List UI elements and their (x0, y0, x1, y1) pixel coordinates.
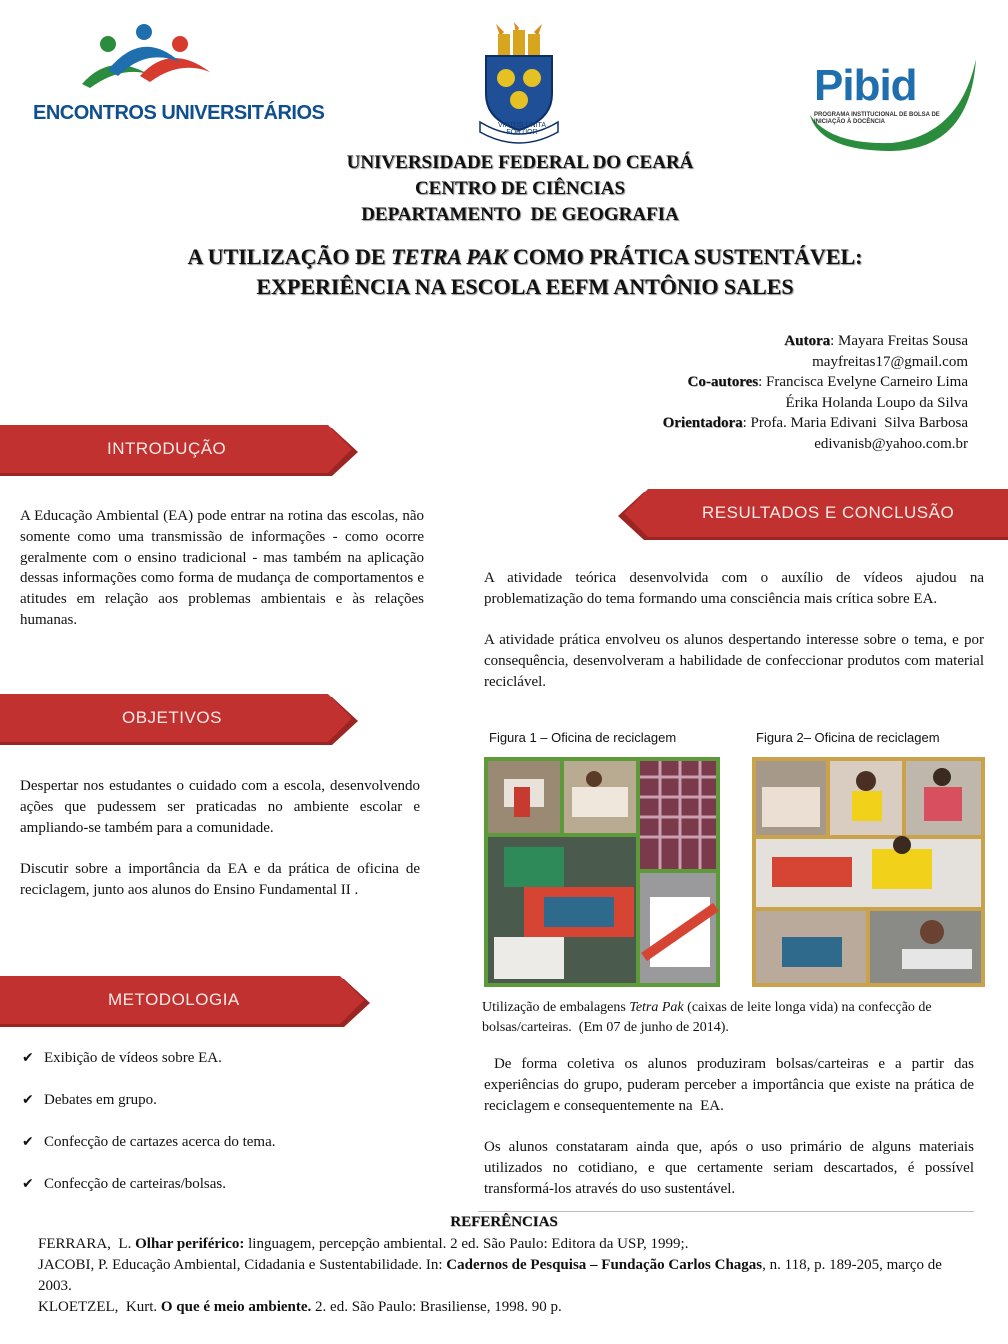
encontros-universitarios-logo (30, 22, 325, 132)
list-item (22, 1131, 422, 1173)
ref2-source: Cadernos de Pesquisa – Fundação Carlos Chagas (446, 1257, 763, 1273)
ref3-author: KLOETZEL, Kurt. (38, 1299, 161, 1315)
reference-3 (38, 1297, 968, 1318)
reference-2 (38, 1255, 968, 1297)
ref2-details: , n. 118, p. 189-205, março de 2003. (38, 1257, 942, 1294)
coautores-label: Co-autores (687, 374, 759, 390)
orientadora-email: edivanisb@yahoo.com.br (814, 435, 968, 452)
institution-university: UNIVERSIDADE FEDERAL DO CEARÁ (346, 152, 694, 173)
reference-1 (38, 1234, 968, 1255)
list-item (22, 1173, 422, 1215)
title-part2: COMO PRÁTICA SUSTENTÁVEL: (507, 244, 863, 269)
figure-1-caption: Figura 1 – Oficina de reciclagem (489, 730, 677, 745)
figure-2-photo-collage (752, 757, 985, 987)
metodologia-item-4: Confecção de carteiras/bolsas. (44, 1176, 226, 1192)
title-italic: TETRA PAK (391, 244, 508, 269)
ref3-title: O que é meio ambiente. (160, 1299, 312, 1315)
orientadora-label: Orientadora (662, 415, 743, 431)
pibid-logo-subtitle: PROGRAMA INSTITUCIONAL DE BOLSA DE INICIAÇÃO À DOCÊNCIA (814, 112, 940, 125)
ref1-details: linguagem, percepção ambiental. 2 ed. São Paulo: Editora da USP, 1999;. (244, 1236, 689, 1252)
objetivos-text (20, 776, 420, 901)
figure-1-photo-collage (484, 757, 720, 987)
ref1-author: FERRARA, L. (38, 1236, 136, 1252)
section-banner-objetivos (0, 694, 362, 748)
util-caption-part1: Utilização de embalagens (482, 1000, 630, 1015)
section-title-metodologia: METODOLOGIA (108, 990, 240, 1009)
list-item (22, 1089, 422, 1131)
resultado-2: A atividade prática envolveu os alunos despertando interesse sobre o tema, e por consequência, desenvolveram a habilidade de confeccionar produtos com material reciclável. (484, 632, 984, 690)
check-icon: ✔ (22, 1134, 34, 1150)
orientadora-line (560, 413, 968, 434)
encontros-logo-text: ENCONTROS UNIVERSITÁRIOS (33, 102, 325, 124)
conclusao-text (484, 1054, 978, 1200)
people-figures-icon (30, 22, 270, 102)
references-divider (478, 1211, 974, 1212)
section-title-objetivos: OBJETIVOS (122, 708, 222, 727)
poster-title-line1 (100, 242, 950, 272)
check-icon: ✔ (22, 1092, 34, 1108)
list-item (22, 1047, 422, 1089)
poster-title-line2: EXPERIÊNCIA NA ESCOLA EEFM ANTÔNIO SALES (256, 274, 794, 299)
coautor1-name: : Francisca Evelyne Carneiro Lima (758, 374, 968, 390)
institution-header (260, 150, 780, 228)
ref1-title: Olhar periférico: (135, 1236, 245, 1252)
title-part1: A UTILIZAÇÃO DE (187, 244, 392, 269)
authors-block (560, 331, 968, 454)
references-title: REFERÊNCIAS (450, 1214, 558, 1230)
intro-text: A Educação Ambiental (EA) pode entrar na rotina das escolas, não somente como uma transmissão de informações - como ocorre geralmente com o ensino tradicional - mas também na aplicação dessas informações como forma de mudança de comportamentos e atitudes em relação aos problemas ambientais e às relações humanas. (20, 508, 424, 628)
autora-email: mayfreitas17@gmail.com (812, 353, 968, 370)
autora-label: Autora (784, 333, 831, 349)
check-icon: ✔ (22, 1050, 34, 1066)
orientadora-name: : Profa. Maria Edivani Silva Barbosa (742, 415, 968, 431)
section-banner-resultados (614, 489, 1008, 543)
conclusao-2: Os alunos constataram ainda que, após o uso primário de alguns materiais utilizados no cotidiano, e que certamente seriam descartados, é possível transformá-los através do uso sustentável. (484, 1139, 974, 1197)
util-caption-italic: Tetra Pak (629, 1000, 684, 1015)
metodologia-item-1: Exibição de vídeos sobre EA. (44, 1050, 222, 1066)
section-title-introducao: INTRODUÇÃO (107, 439, 227, 458)
references-list (38, 1234, 968, 1318)
objetivo-2: Discutir sobre a importância da EA e da prática de oficina de reciclagem, junto aos alunos do Ensino Fundamental II . (20, 861, 420, 898)
metodologia-item-3: Confecção de cartazes acerca do tema. (44, 1134, 276, 1150)
conclusao-1: De forma coletiva os alunos produziram bolsas/carteiras e a partir das experiências do grupo, puderam perceber a importância que existe na prática de reciclagem e consequentemente na EA. (484, 1056, 978, 1114)
institution-department: DEPARTAMENTO DE GEOGRAFIA (361, 204, 679, 225)
ufc-crest-logo (474, 22, 564, 150)
poster-title (100, 242, 950, 302)
objetivo-1: Despertar nos estudantes o cuidado com a escola, desenvolvendo ações que pudessem ser praticadas no ambiente escolar e ampliando-se também para a comunidade. (20, 778, 420, 836)
coautor2-name: Érika Holanda Loupo da Silva (785, 394, 968, 411)
ref3-details: 2. ed. São Paulo: Brasiliense, 1998. 90 p. (311, 1299, 562, 1315)
section-banner-introducao (0, 425, 362, 479)
institution-center: CENTRO DE CIÊNCIAS (414, 178, 626, 199)
ufc-motto: VIRTUS UNITA FORTIOR (498, 122, 546, 136)
check-icon: ✔ (22, 1176, 34, 1192)
resultados-text (484, 568, 984, 693)
metodologia-list (22, 1047, 422, 1215)
section-banner-metodologia (0, 976, 375, 1030)
figure-2-caption: Figura 2– Oficina de reciclagem (756, 730, 940, 745)
autora-name: : Mayara Freitas Sousa (830, 333, 968, 349)
util-caption-part2: (caixas de leite longa vida) na confecção de bolsas/carteiras. (Em 07 de junho de 2014). (482, 1000, 936, 1035)
autora-line (560, 331, 968, 352)
metodologia-item-2: Debates em grupo. (44, 1092, 157, 1108)
ref2-author: JACOBI, P. Educação Ambiental, Cidadania e Sustentabilidade. In: (38, 1257, 447, 1273)
resultado-1: A atividade teórica desenvolvida com o auxílio de vídeos ajudou na problematização do tema formando uma consciência mais crítica sobre EA. (484, 570, 984, 607)
section-title-resultados: RESULTADOS E CONCLUSÃO (702, 503, 955, 522)
pibid-logo-text: Pibid (814, 61, 917, 110)
figures-caption (482, 998, 984, 1038)
coautores-line (560, 372, 968, 393)
pibid-logo (800, 55, 980, 155)
